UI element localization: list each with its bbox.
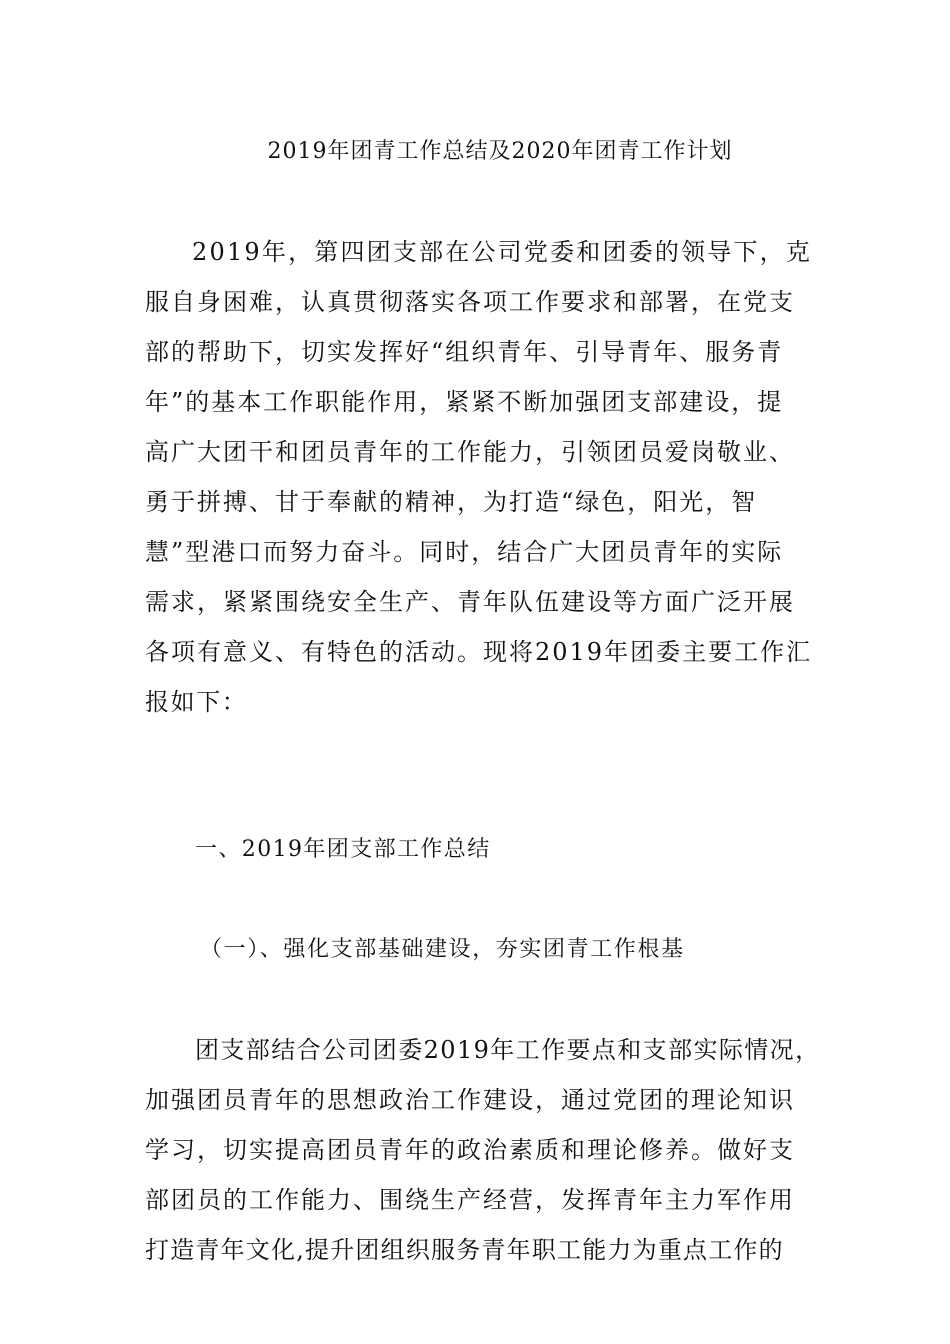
intro-line: 2019年，第四团支部在公司党委和团委的领导下，克 <box>192 238 813 266</box>
document-title: 2019年团青工作总结及2020年团青工作计划 <box>267 139 733 164</box>
body-line: 打造青年文化,提升团组织服务青年职工能力为重点工作的 <box>145 1236 784 1264</box>
subsection-heading: （一）、强化支部基础建设，夯实团青工作根基 <box>200 937 685 962</box>
intro-line: 各项有意义、有特色的活动。现将2019年团委主要工作汇 <box>145 638 813 666</box>
body-line: 团支部结合公司团委2019年工作要点和支部实际情况， <box>195 1036 821 1064</box>
intro-line: 服自身困难，认真贯彻落实各项工作要求和部署，在党支 <box>145 288 795 316</box>
intro-line: 慧”型港口而努力奋斗。同时，结合广大团员青年的实际 <box>145 538 784 566</box>
intro-line: 勇于拼搏、甘于奉献的精神，为打造“绿色，阳光，智 <box>145 488 758 516</box>
intro-line: 高广大团干和团员青年的工作能力，引领团员爱岗敬业、 <box>145 438 795 466</box>
intro-line: 需求，紧紧围绕安全生产、青年队伍建设等方面广泛开展 <box>145 588 795 616</box>
intro-line: 报如下： <box>145 688 248 716</box>
body-line: 学习，切实提高团员青年的政治素质和理论修养。做好支 <box>145 1136 795 1164</box>
body-line: 加强团员青年的思想政治工作建设，通过党团的理论知识 <box>145 1086 795 1114</box>
intro-line: 部的帮助下，切实发挥好“组织青年、引导青年、服务青 <box>145 338 784 366</box>
section-heading: 一、2019年团支部工作总结 <box>195 837 491 862</box>
intro-line: 年”的基本工作职能作用，紧紧不断加强团支部建设，提 <box>145 388 784 416</box>
body-line: 部团员的工作能力、围绕生产经营，发挥青年主力军作用 <box>145 1186 795 1214</box>
